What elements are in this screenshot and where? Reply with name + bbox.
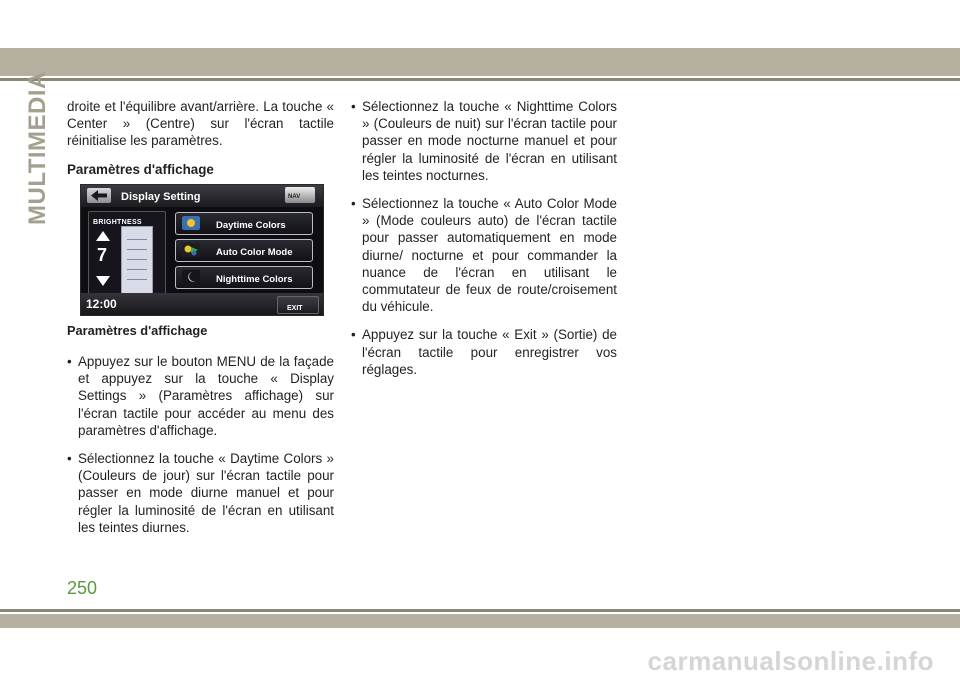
brightness-slider[interactable]: [121, 226, 153, 294]
screen-title: Display Setting: [121, 190, 201, 203]
nighttime-colors-label: Nighttime Colors: [216, 273, 293, 285]
bullet-marker: •: [67, 354, 72, 370]
back-button[interactable]: [87, 188, 111, 203]
section-heading: Paramètres d'affichage: [67, 161, 214, 177]
header-band: [0, 48, 960, 76]
list-item-text: Sélectionnez la touche « Daytime Colors » (Couleurs de jour) sur l'écran tactile pour passer en mode diurne manuel et pour régler la luminosité de l'écran en utilisant les teintes diurnes.: [78, 451, 334, 535]
display-settings-screenshot: [80, 184, 324, 316]
slider-tick: [127, 259, 147, 260]
auto-color-mode-button[interactable]: [175, 239, 313, 262]
daytime-colors-button[interactable]: [175, 212, 313, 235]
exit-button[interactable]: [277, 296, 319, 314]
bullet-marker: •: [351, 99, 356, 114]
brightness-up-icon[interactable]: [96, 231, 110, 241]
section-title: MULTIMEDIA: [24, 71, 51, 225]
screen-title-bar: [81, 185, 323, 207]
nav-badge[interactable]: [285, 187, 315, 203]
auto-color-icon: [182, 243, 200, 257]
daytime-colors-label: Daytime Colors: [216, 219, 286, 231]
header-rule: [0, 78, 960, 81]
right-column: [351, 98, 617, 389]
moon-icon: [182, 270, 200, 284]
slider-tick: [127, 269, 147, 270]
brightness-level: 7: [97, 244, 108, 265]
brightness-down-icon[interactable]: [96, 276, 110, 286]
slider-tick: [127, 249, 147, 250]
screen-status-bar: [81, 293, 323, 315]
list-item: [351, 195, 617, 315]
footer-band: [0, 614, 960, 628]
left-column: [67, 98, 334, 547]
list-item: [67, 353, 334, 439]
list-item-text: Sélectionnez la touche « Nighttime Colors » (Couleurs de nuit) sur l'écran tactile pour passer en mode nocturne manuel et pour régler la luminosité de l'écran en utilisant les teintes nocturnes.: [362, 99, 617, 183]
footer-rule: [0, 609, 960, 612]
list-item-text: Sélectionnez la touche « Auto Color Mode » (Mode couleurs auto) de l'écran tactile pour passer automatiquement en mode diurne/ nocturne et pour commander la nuance de l'écran en utilisant le commutateur de feux de route/croisement du véhicule.: [362, 196, 617, 315]
list-item: [351, 326, 617, 378]
bullet-marker: •: [67, 451, 72, 467]
nav-badge-label: NAV: [288, 193, 301, 200]
watermark: carmanualsonline.info: [647, 646, 934, 676]
list-item: [67, 450, 334, 536]
slider-tick: [127, 239, 147, 240]
nighttime-colors-button[interactable]: [175, 266, 313, 289]
clock: 12:00: [86, 296, 117, 311]
intro-paragraph: droite et l'équilibre avant/arrière. La touche « Center » (Centre) sur l'écran tactile réinitialise les paramètres.: [67, 99, 334, 149]
bullet-marker: •: [351, 327, 356, 343]
slider-tick: [127, 279, 147, 280]
exit-button-label: EXIT: [287, 304, 303, 312]
brightness-panel: [88, 211, 166, 299]
list-item: [351, 98, 617, 184]
bullet-marker: •: [351, 196, 356, 212]
auto-color-mode-label: Auto Color Mode: [216, 246, 293, 258]
page-number: 250: [67, 578, 98, 598]
list-item-text: Appuyez sur la touche « Exit » (Sortie) de l'écran tactile pour enregistrer vos réglages.: [362, 327, 617, 377]
sun-icon: [182, 216, 200, 230]
figure-caption: Paramètres d'affichage: [67, 322, 208, 338]
list-item-text: Appuyez sur le bouton MENU de la façade et appuyez sur la touche « Display Settings » (Paramètres affichage) sur l'écran tactile pour accéder au menu des paramètres d'affichage.: [78, 354, 334, 438]
brightness-label: BRIGHTNESS: [93, 218, 142, 226]
back-arrow-icon: [87, 188, 111, 203]
